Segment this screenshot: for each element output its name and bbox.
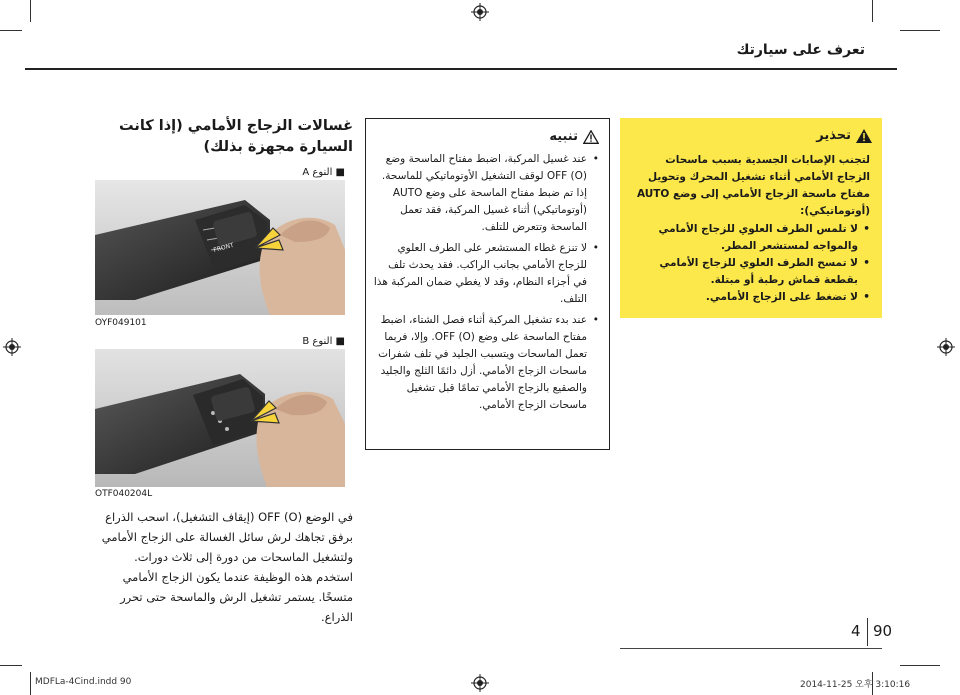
list-item: • لا تضغط على الزجاج الأمامي. xyxy=(630,289,870,306)
caution-box xyxy=(365,118,610,450)
body-paragraph: في الوضع (O) OFF (إيقاف التشغيل)، اسحب الذراع برفق تجاهك لرش سائل الغسالة على الزجاج الأمامي ولتشغيل الماسحات من دورة إلى ثلاث دورات. استخدم هذه الوظيفة عندما يكون الزجاج الأمامي متسخًا. يستمر تشغيل الرش والماسحة حتى تحرر الذراع. xyxy=(101,510,353,624)
list-item: • عند بدء تشغيل المركبة أثناء فصل الشتاء، اضبط مفتاح الماسحة على وضع OFF (O). وإلا، فربما تعمل الماسحات ويتسبب الجليد في تلف شفرات ماسحات الزجاج الأمامي. أزل دائمًا الثلج والجليد والصقيع بالزجاج الأمامي تمامًا قبل تشغيل ماسحات الزجاج الأمامي. xyxy=(373,312,599,414)
crop-mark xyxy=(30,0,31,22)
figure-type-label: ■ النوع B xyxy=(302,336,345,347)
section-number: 4 xyxy=(851,622,861,640)
wiper-lever-illustration xyxy=(95,180,345,315)
caution-list xyxy=(373,151,599,418)
warning-box xyxy=(620,118,882,318)
registration-mark-icon xyxy=(937,338,955,356)
warning-heading xyxy=(816,128,872,143)
page-number: 90 xyxy=(873,622,893,640)
warning-title: تحذير xyxy=(816,128,851,143)
crop-mark xyxy=(30,672,31,695)
warning-triangle-icon xyxy=(856,129,872,143)
crop-mark xyxy=(900,665,940,666)
print-slug-left: MDFLa-4Cind.indd 90 xyxy=(35,677,132,687)
header-divider xyxy=(25,68,897,70)
print-slug-right: 2014-11-25 오후 3:10:16 xyxy=(800,680,911,690)
section-title: غسالات الزجاج الأمامي (إذا كانت السيارة مجهزة بذلك) xyxy=(119,118,353,155)
caution-triangle-icon xyxy=(583,130,599,144)
warning-list xyxy=(630,221,870,306)
list-item: • لا تنزع غطاء المستشعر على الطرف العلوي للزجاج الأمامي بجانب الراكب. فقد يحدث تلف في أجزاء النظام، وقد لا يغطي ضمان المركبة هذا التلف. xyxy=(373,240,599,308)
crop-mark xyxy=(900,30,940,31)
wiper-lever-photo xyxy=(95,180,345,315)
wiper-lever-illustration xyxy=(95,349,345,487)
warning-intro: لتجنب الإصابات الجسدية بسبب ماسحات الزجاج الأمامي أثناء تشغيل المحرك وتحويل مفتاح ماسحة الزجاج الأمامي إلى وضع AUTO (أوتوماتيكي): xyxy=(636,154,870,217)
lever-button-label: FRONT xyxy=(212,241,235,254)
list-item: • لا تلمس الطرف العلوي للزجاج الأمامي والمواجه لمستشعر المطر. xyxy=(630,221,870,255)
photo-id: OYF049101 xyxy=(95,318,147,328)
page-number-divider xyxy=(867,618,868,646)
registration-mark-icon xyxy=(471,3,489,21)
chapter-title: تعرف على سيارتك xyxy=(736,42,865,58)
crop-mark xyxy=(0,665,22,666)
registration-mark-icon xyxy=(3,338,21,356)
caution-heading xyxy=(549,129,599,144)
crop-mark xyxy=(872,0,873,22)
list-item: • عند غسيل المركبة، اضبط مفتاح الماسحة وضع OFF (O) لوقف التشغيل الأوتوماتيكي للماسحة. إذا تم ضبط مفتاح الماسحة على وضع AUTO (أوتوماتيكي) أثناء غسيل المركبة، فقد تعمل الماسحة وتتعرض للتلف. xyxy=(373,151,599,236)
figure-type-label: ■ النوع A xyxy=(302,167,345,178)
registration-mark-icon xyxy=(471,674,489,692)
wiper-lever-photo xyxy=(95,349,345,487)
page-footer-rule xyxy=(620,648,882,649)
caution-title: تنبيه xyxy=(549,129,578,144)
crop-mark xyxy=(0,30,22,31)
list-item: • لا تمسح الطرف العلوي للزجاج الأمامي بقطعة قماش رطبة أو مبتلة. xyxy=(630,255,870,289)
photo-id: OTF040204L xyxy=(95,489,153,499)
